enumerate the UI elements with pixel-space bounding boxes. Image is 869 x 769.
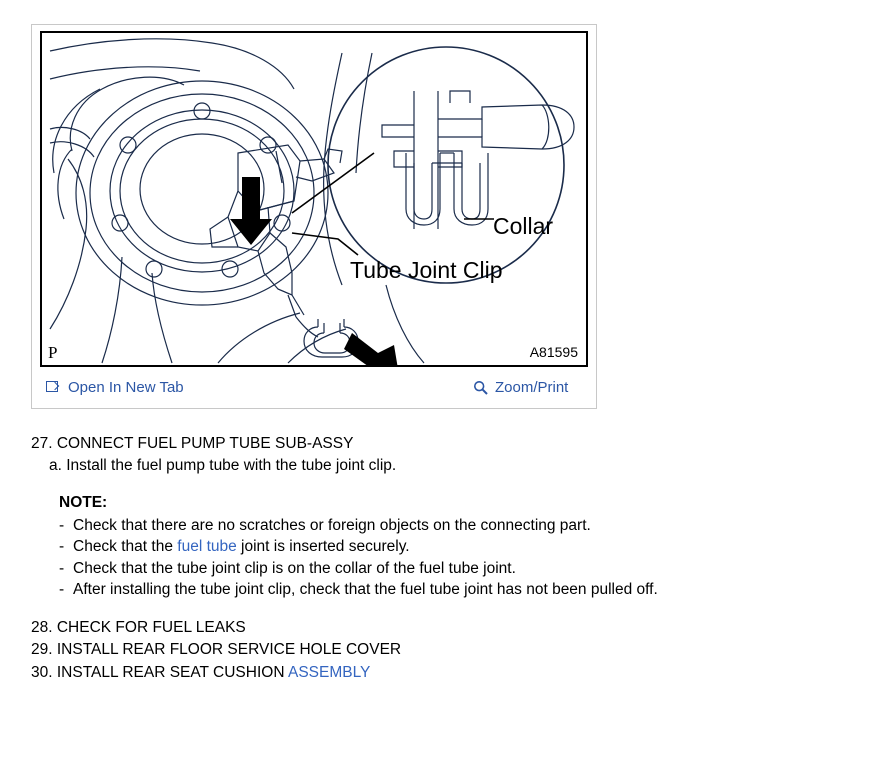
note-item [59,582,831,598]
fuel-tube-link[interactable]: fuel tube [177,538,237,555]
note-text: Check that the tube joint clip is on the collar of the fuel tube joint. [73,559,516,577]
note-dash: - [59,538,65,555]
step-28: 28. CHECK FOR FUEL LEAKS [31,618,246,636]
note-dash: - [59,516,65,534]
step-27a: a. Install the fuel pump tube with the tube joint clip. [49,456,397,474]
fuel-pump-diagram [42,33,586,365]
note-text: Check that there are no scratches or foreign objects on the connecting part. [73,516,591,534]
assembly-link[interactable]: ASSEMBLY [287,663,371,681]
open-in-new-tab-label: Open In New Tab [68,379,184,396]
procedure-text [31,436,831,687]
note-block [59,495,831,598]
trailing-steps [31,620,831,681]
figure-corner-label: P [48,343,58,362]
zoom-print-label: Zoom/Print [495,379,569,396]
note-item [59,518,831,534]
step-29: 29. INSTALL REAR FLOOR SERVICE HOLE COVER [31,641,402,658]
figure-label-collar: Collar [493,213,554,239]
note-text-tail: joint is inserted securely. [236,538,410,555]
new-tab-icon [46,380,61,395]
figure-toolbar [33,373,595,407]
note-title: NOTE: [59,494,108,511]
note-item [59,539,831,555]
figure-image [40,31,588,367]
figure-panel [31,24,597,409]
figure-code-label: A81595 [529,344,578,360]
step-27: 27. CONNECT FUEL PUMP TUBE SUB-ASSY [31,435,354,452]
note-text: Check that the [73,538,178,555]
note-dash: - [59,581,65,598]
arrow-to-clip [344,333,398,365]
magnifier-icon [473,380,488,395]
open-in-new-tab-link[interactable] [46,379,184,396]
step-30-text: 30. INSTALL REAR SEAT CUSHION [31,663,288,681]
figure-label-tube-joint-clip: Tube Joint Clip [350,257,503,283]
note-item [59,561,831,577]
zoom-print-link[interactable] [473,379,568,396]
note-dash: - [59,559,65,577]
note-text: After installing the tube joint clip, check that the fuel tube joint has not been pulled off. [73,581,658,598]
step-30 [31,665,831,681]
